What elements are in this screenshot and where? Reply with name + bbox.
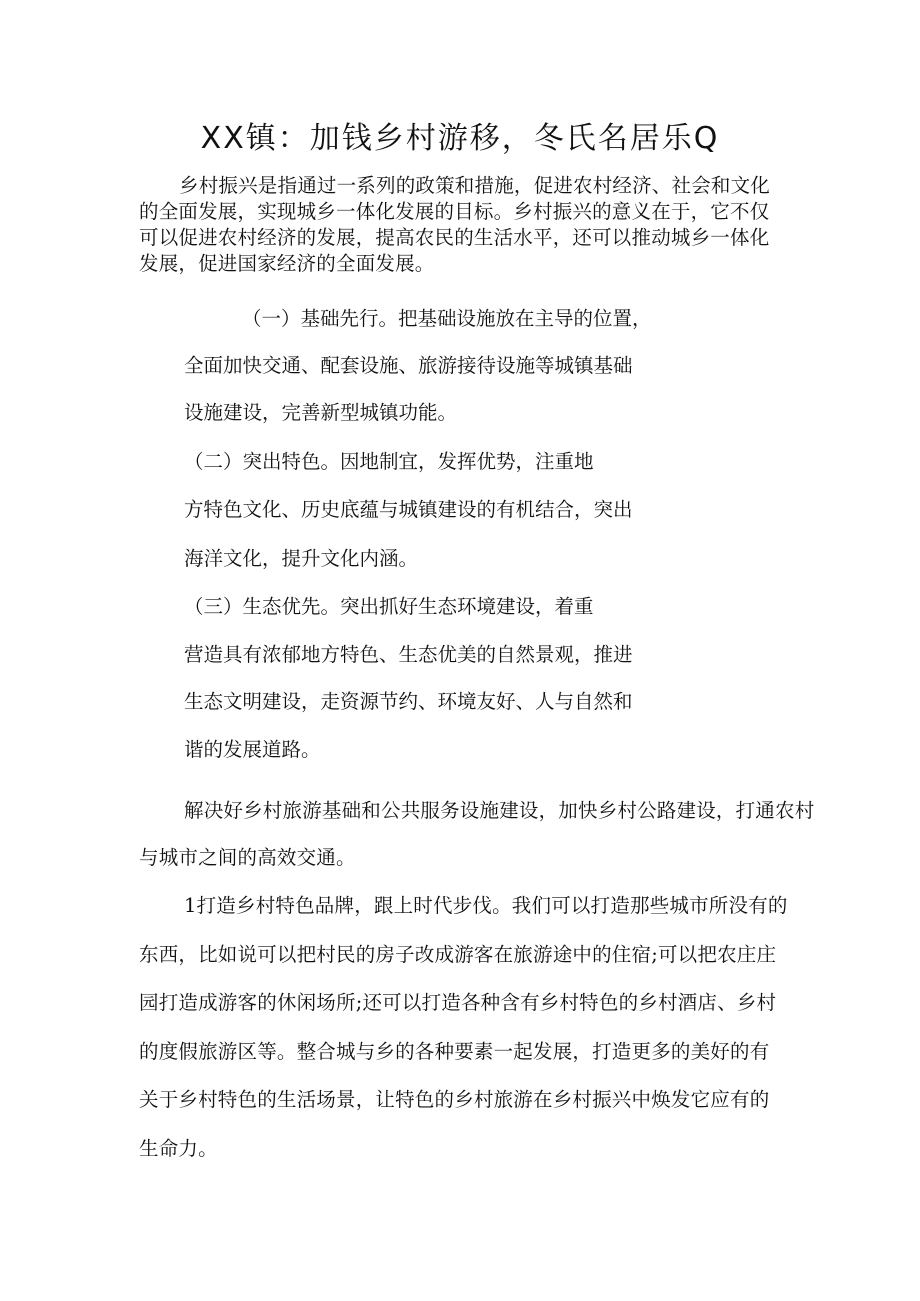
section2-text-line: 方特色文化、历史底蕴与城镇建设的有机结合，突出 xyxy=(184,498,633,521)
section3-text-line: 生态文明建设，走资源节约、环境友好、人与自然和 xyxy=(184,690,633,713)
section1-heading-line: （一）基础先行。把基础设施放在主导的位置， xyxy=(242,307,652,330)
brand-paragraph: 1打造乡村特色品牌，跟上时代步伐。我们可以打造那些城市所没有的东西，比如说可以把村民的房子改成游客在旅游途中的住宿;可以把农庄庄园打造成游客的休闲场所;还可以打造各种含有乡村特色的乡村酒店、乡村的度假旅游区等。整合城与乡的各种要素一起发展，打造更多的美好的有关于乡村特色的生活场景，让特色的乡村旅游在乡村振兴中焕发它应有的生命力。 xyxy=(139,894,788,1160)
section2-heading-line: （二）突出特色。因地制宜，发挥优势，注重地 xyxy=(184,450,594,473)
section3-heading-line: （三）生态优先。突出抓好生态环境建设，着重 xyxy=(184,595,594,618)
section1-text-line: 全面加快交通、配套设施、旅游接待设施等城镇基础 xyxy=(184,354,633,377)
section3-text-line: 营造具有浓郁地方特色、生态优美的自然景观，推进 xyxy=(184,643,633,666)
roads-paragraph: 解决好乡村旅游基础和公共服务设施建设，加快乡村公路建设，打通农村与城市之间的高效交通。 xyxy=(139,799,815,869)
intro-paragraph: 乡村振兴是指通过一系列的政策和措施，促进农村经济、社会和文化的全面发展，实现城乡一体化发展的目标。乡村振兴的意义在于，它不仅可以促进农村经济的发展，提高农民的生活水平，还可以推动城乡一体化发展，促进国家经济的全面发展。 xyxy=(139,174,771,275)
document-title: XX镇：加钱乡村游移，冬氏名居乐Q xyxy=(200,121,720,156)
section3-text-line: 谐的发展道路。 xyxy=(184,738,321,761)
section2-text-line: 海洋文化，提升文化内涵。 xyxy=(184,547,419,570)
section1-text-line: 设施建设，完善新型城镇功能。 xyxy=(184,401,458,424)
